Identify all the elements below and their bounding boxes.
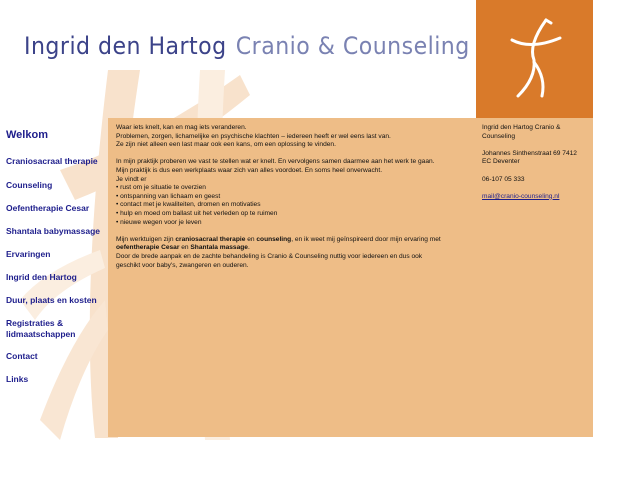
site-title: [24, 32, 470, 60]
nav-item-shantala-babymassage[interactable]: Shantala babymassage: [6, 226, 101, 236]
tools-bold-oefentherapie: oefentherapie Cesar: [116, 244, 180, 252]
nav-item-oefentherapie-cesar[interactable]: Oefentherapie Cesar: [6, 203, 90, 213]
bullet-item: • ontspanning van lichaam en geest: [116, 192, 221, 200]
contact-email-block: [482, 193, 587, 202]
intro-paragraph: [116, 124, 446, 150]
brand-name: Ingrid den Hartog: [24, 32, 227, 60]
contact-sidebar: [482, 124, 587, 210]
contact-address-block: [482, 150, 587, 167]
nav-item-links[interactable]: Links: [6, 374, 29, 384]
logo: [476, 0, 593, 118]
tools-text: , en ik weet mij geïnspireerd door mijn ervaring met: [291, 235, 441, 243]
contact-email-link[interactable]: mail@cranio-counseling.nl: [482, 192, 560, 200]
practice-line: In mijn praktijk proberen we vast te stellen wat er knelt. En vervolgens samen daarmee aan het werk te gaan.: [116, 158, 435, 166]
tools-text: .: [247, 244, 250, 252]
nav-item-ervaringen[interactable]: Ervaringen: [6, 249, 51, 259]
tools-text: Mijn werktuigen zijn: [116, 235, 176, 243]
tools-paragraph: [116, 236, 446, 270]
nav-item-craniosacraal-therapie[interactable]: Craniosacraal therapie: [6, 156, 98, 166]
contact-name-block: [482, 124, 587, 141]
tools-bold-counseling: counseling: [256, 235, 292, 243]
intro-line: Ze zijn niet alleen een last maar ook een kans, om een oplossing te vinden.: [116, 141, 336, 149]
stick-figure-logo-icon: [476, 0, 593, 118]
tools-bold-shantala: Shantala massage: [190, 244, 248, 252]
nav-item-counseling[interactable]: Counseling: [6, 180, 53, 190]
practice-line: Je vindt er: [116, 175, 147, 183]
intro-line: Problemen, zorgen, lichamelijke en psychische klachten – iedereen heeft er wel eens last van.: [116, 132, 391, 140]
bullet-item: • contact met je kwaliteiten, dromen en motivaties: [116, 201, 261, 209]
brand-tagline: Cranio & Counseling: [235, 32, 470, 60]
contact-phone: 06-107 05 333: [482, 175, 525, 183]
main-content: [116, 124, 446, 279]
contact-city: 7412 EC Deventer: [482, 149, 577, 166]
bullet-item: • hulp en moed om ballast uit het verleden op te ruimen: [116, 209, 278, 217]
tools-text: en: [245, 235, 257, 243]
closing-text: Door de brede aanpak en de zachte behandeling is Cranio & Counseling nuttig voor iedereen en dus ook geschikt voor baby's, zwangeren en ouderen.: [116, 252, 423, 269]
nav-item-contact[interactable]: Contact: [6, 351, 38, 361]
nav-item-registraties[interactable]: Registraties & lidmaatschappen: [6, 318, 76, 339]
tools-bold-craniosacraal: craniosacraal therapie: [175, 235, 246, 243]
intro-line: Waar iets knelt, kan en mag iets veranderen.: [116, 124, 247, 131]
contact-company: Cranio & Counseling: [482, 124, 561, 140]
contact-street: Johannes Sinthenstraat 69: [482, 149, 561, 157]
contact-name: Ingrid den Hartog: [482, 124, 533, 131]
nav-item-duur-plaats-kosten[interactable]: Duur, plaats en kosten: [6, 295, 97, 305]
nav-item-welkom[interactable]: Welkom: [6, 129, 48, 141]
bullet-item: • nieuwe wegen voor je leven: [116, 218, 202, 226]
contact-phone-block: [482, 176, 587, 185]
practice-paragraph: [116, 158, 446, 227]
tools-text: en: [179, 244, 191, 252]
bullet-item: • rust om je situatie te overzien: [116, 184, 206, 192]
nav-item-ingrid-den-hartog[interactable]: Ingrid den Hartog: [6, 272, 77, 282]
practice-line: Mijn praktijk is dus een werkplaats waar zich van alles voordoet. En soms heel onverwacht.: [116, 166, 383, 174]
